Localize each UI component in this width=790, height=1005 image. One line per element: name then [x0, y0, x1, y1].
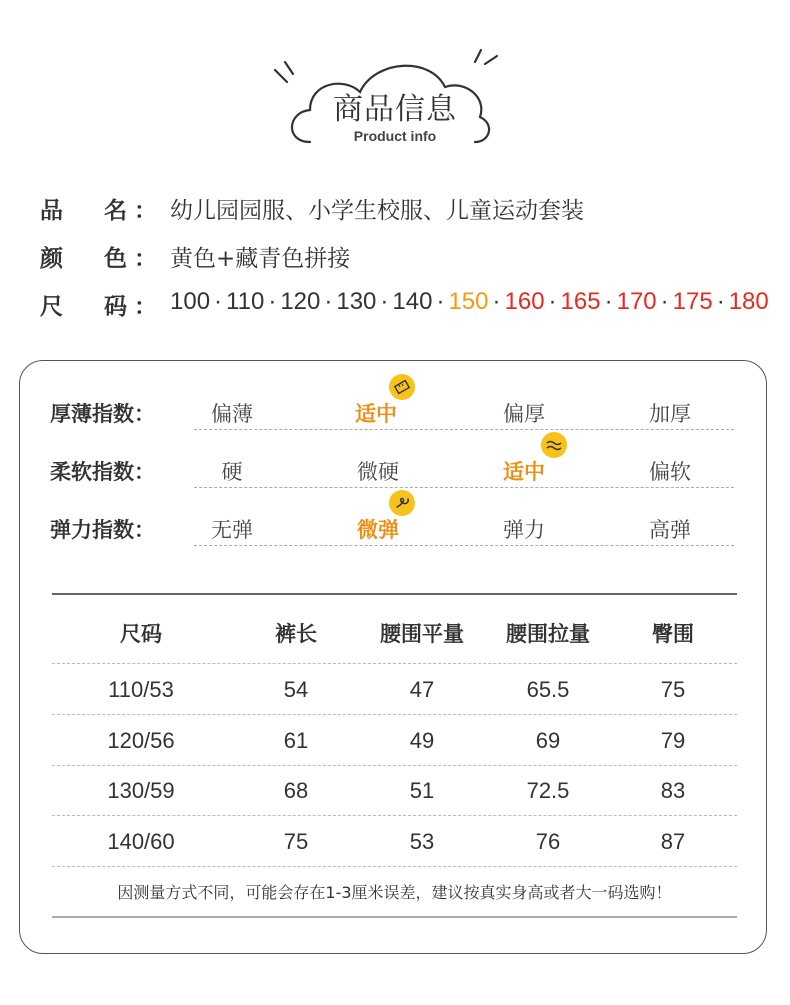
info-colon: ： [134, 246, 157, 272]
table-cell: 72.5 [526, 778, 570, 803]
table-cell: 51 [409, 778, 435, 803]
size-separator: · [492, 288, 501, 315]
ruler-icon [389, 374, 415, 400]
size-option: 100 [170, 288, 211, 315]
size-option: 180 [728, 288, 769, 315]
row-divider [52, 765, 737, 766]
table-cell: 69 [535, 728, 561, 753]
row-divider [52, 866, 737, 867]
wave-icon [541, 432, 567, 458]
table-header: 臀围 [652, 622, 694, 646]
row-divider [52, 663, 737, 664]
index-option: 高弹 [649, 518, 691, 542]
size-option: 120 [280, 288, 321, 315]
table-cell: 61 [283, 728, 309, 753]
index-option: 偏软 [649, 460, 691, 484]
table-header: 尺码 [120, 622, 162, 646]
index-option-selected: 适中 [355, 402, 397, 426]
index-label: 厚薄指数： [50, 402, 155, 426]
table-top-border [52, 593, 737, 595]
index-option: 无弹 [211, 518, 253, 542]
table-cell: 87 [660, 829, 686, 854]
row-divider [52, 714, 737, 715]
size-option: 165 [560, 288, 601, 315]
size-option: 140 [392, 288, 433, 315]
index-label: 弹力指数： [50, 518, 155, 542]
table-cell: 47 [409, 677, 435, 702]
info-key: 色 [104, 246, 127, 272]
table-cell: 68 [283, 778, 309, 803]
index-option: 微硬 [357, 460, 399, 484]
row-divider [52, 815, 737, 816]
table-cell: 140/60 [107, 829, 175, 854]
size-separator: · [324, 288, 333, 315]
table-cell: 120/56 [107, 728, 175, 753]
table-cell: 49 [409, 728, 435, 753]
dashed-divider [194, 429, 734, 430]
index-option: 硬 [221, 460, 243, 484]
index-option-selected: 适中 [503, 460, 545, 484]
index-option: 偏厚 [503, 402, 545, 426]
dashed-divider [194, 487, 734, 488]
page-title: 商品信息 [333, 92, 457, 127]
spring-icon [389, 490, 415, 516]
index-option: 偏薄 [211, 402, 253, 426]
info-key: 品 [40, 198, 63, 224]
size-separator: · [548, 288, 557, 315]
size-separator: · [716, 288, 725, 315]
info-key: 名 [104, 198, 127, 224]
size-separator: · [660, 288, 669, 315]
table-header: 腰围平量 [380, 622, 464, 646]
size-separator: · [380, 288, 389, 315]
size-option: 175 [672, 288, 713, 315]
size-option: 130 [336, 288, 377, 315]
size-separator: · [214, 288, 223, 315]
table-cell: 75 [283, 829, 309, 854]
info-colon: ： [134, 294, 157, 320]
size-option: 110 [226, 288, 265, 315]
table-header: 腰围拉量 [506, 622, 590, 646]
measurement-note: 因测量方式不同，可能会存在1-3厘米误差，建议按真实身高或者大一码选购！ [117, 883, 672, 902]
table-cell: 130/59 [107, 778, 175, 803]
table-cell: 110/53 [108, 677, 174, 702]
info-value: 幼儿园园服、小学生校服、儿童运动套装 [170, 198, 584, 224]
info-key: 码 [104, 294, 127, 320]
header [0, 0, 790, 160]
size-option: 170 [616, 288, 657, 315]
index-option-selected: 微弹 [357, 518, 399, 542]
size-option: 150 [448, 288, 489, 315]
info-key: 颜 [40, 246, 63, 272]
index-label: 柔软指数： [50, 460, 155, 484]
page-subtitle: Product info [353, 128, 437, 144]
size-list [170, 288, 769, 316]
table-cell: 65.5 [526, 677, 570, 702]
table-cell: 76 [535, 829, 561, 854]
info-key: 尺 [40, 294, 63, 320]
table-cell: 53 [409, 829, 435, 854]
table-bottom-border [52, 916, 737, 918]
dashed-divider [194, 545, 734, 546]
info-colon: ： [134, 198, 157, 224]
index-option: 加厚 [649, 402, 691, 426]
size-separator: · [436, 288, 445, 315]
table-cell: 83 [660, 778, 686, 803]
size-separator: · [268, 288, 277, 315]
size-option: 160 [504, 288, 545, 315]
spec-card [19, 360, 767, 954]
size-separator: · [604, 288, 613, 315]
table-header: 裤长 [275, 622, 317, 646]
table-cell: 79 [660, 728, 686, 753]
table-cell: 54 [283, 677, 309, 702]
info-value: 黄色+藏青色拼接 [170, 246, 351, 272]
table-cell: 75 [660, 677, 686, 702]
index-option: 弹力 [503, 518, 545, 542]
